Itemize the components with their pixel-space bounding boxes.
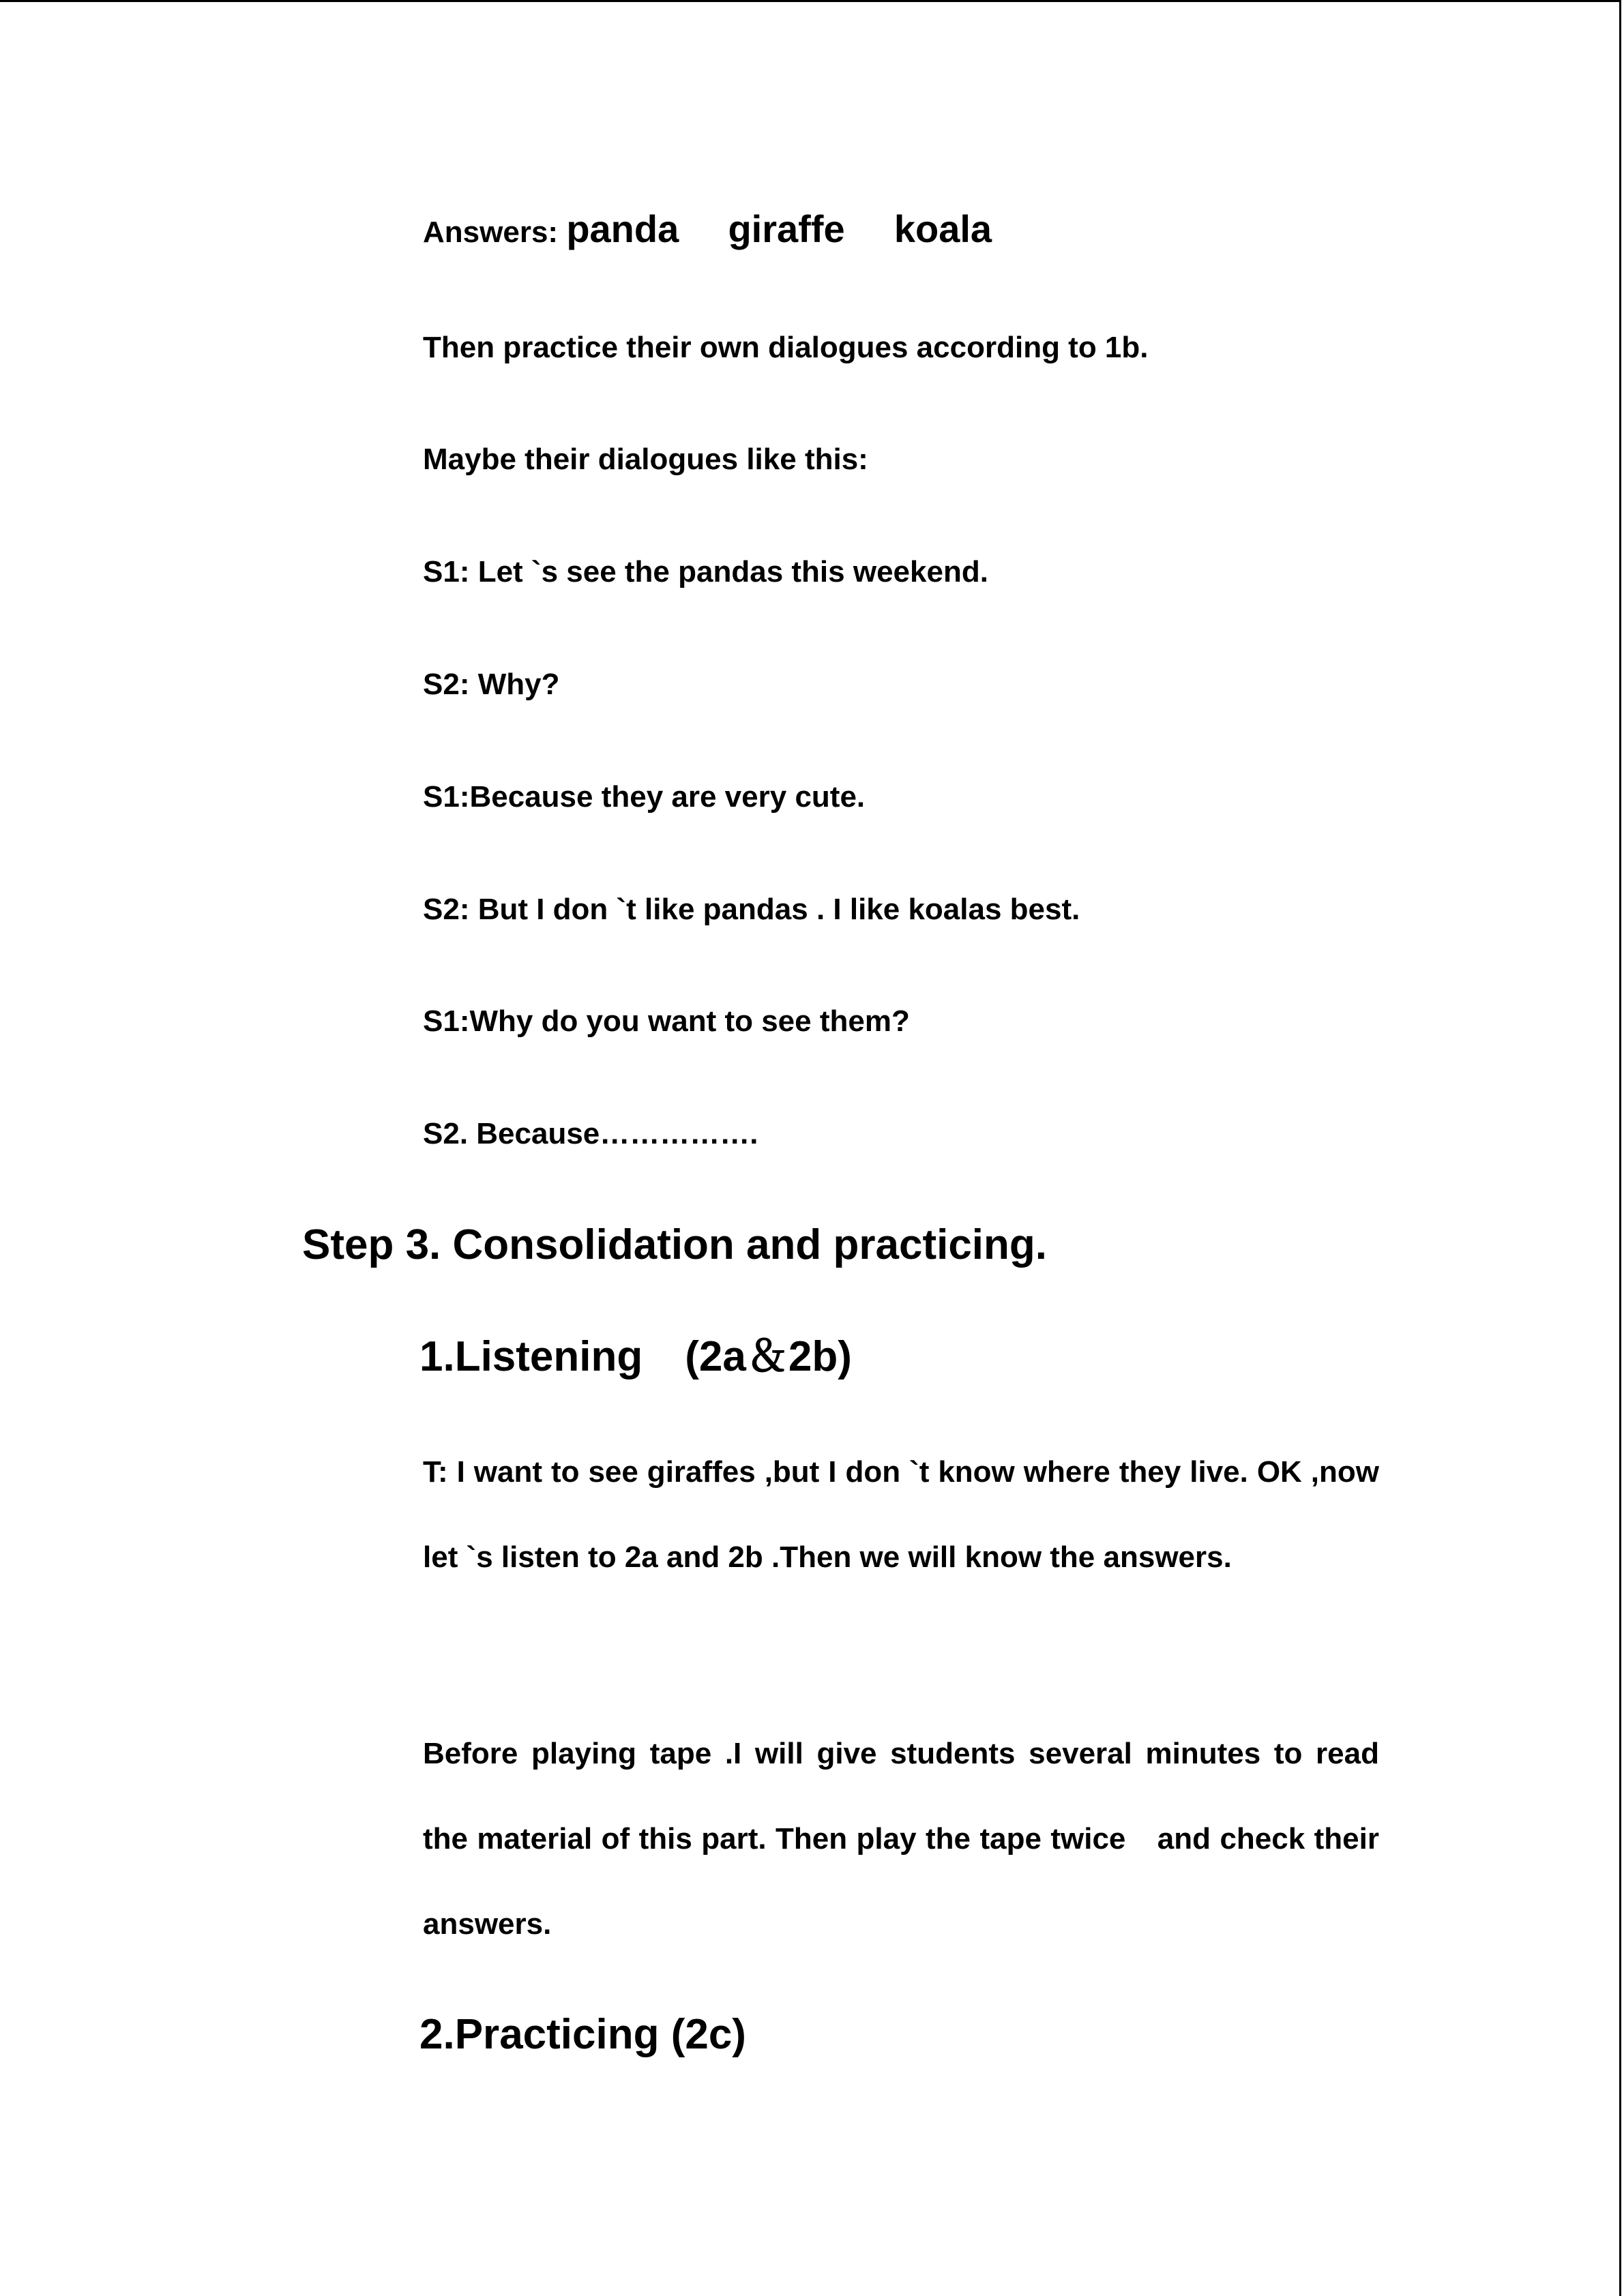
answer-word: giraffe xyxy=(728,207,845,250)
dialogue-line: S2: Why? xyxy=(423,668,560,701)
dialogue-line: S2: But I don `t like pandas . I like koalas best. xyxy=(423,893,1080,926)
listening-heading: 1.Listening (2a＆2b) xyxy=(419,1333,852,1380)
answers-label: Answers: xyxy=(423,215,559,249)
answers-line xyxy=(423,207,1033,252)
dialogue-line: S1:Because they are very cute. xyxy=(423,780,866,814)
dialogue-line: S1: Let `s see the pandas this weekend. xyxy=(423,555,988,588)
practicing-heading: 2.Practicing (2c) xyxy=(419,2011,746,2058)
tape-paragraph: Before playing tape .I will give students several minutes to read the material of this part. Then play the tape twice and check their answers. xyxy=(423,1737,1379,1941)
dialogue-intro: Maybe their dialogues like this: xyxy=(423,443,868,476)
step3-heading: Step 3. Consolidation and practicing. xyxy=(302,1221,1047,1268)
practice-instruction: Then practice their own dialogues according to 1b. xyxy=(423,331,1149,364)
listening-paragraph: T: I want to see giraffes ,but I don `t know where they live. OK ,now let `s listen to 2a and 2b .Then we will know the answers. xyxy=(423,1455,1379,1574)
dialogue-line: S1:Why do you want to see them? xyxy=(423,1004,910,1038)
answer-word: panda xyxy=(566,207,679,250)
dialogue-line: S2. Because……………. xyxy=(423,1117,758,1150)
answer-word: koala xyxy=(894,207,992,250)
